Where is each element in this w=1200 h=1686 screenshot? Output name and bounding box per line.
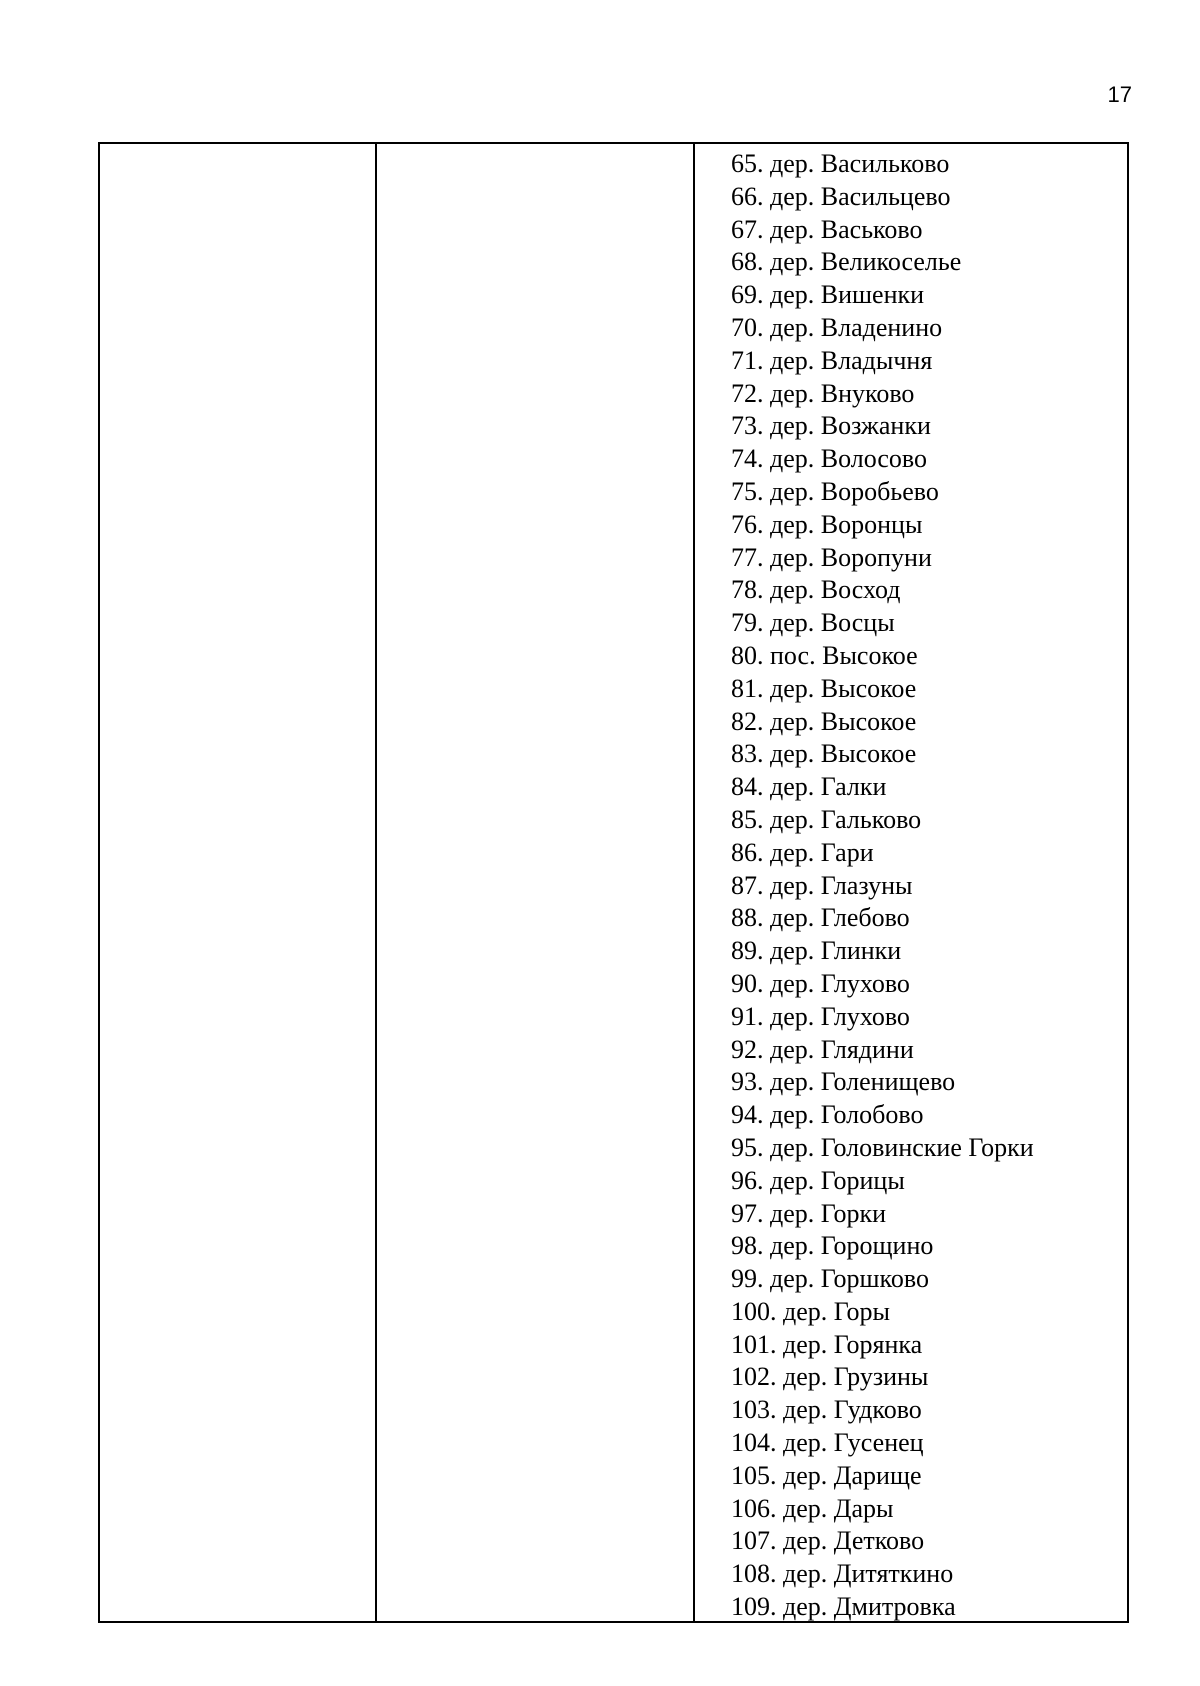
list-item: 103. дер. Гудково (731, 1395, 922, 1425)
list-item: 83. дер. Высокое (731, 739, 917, 769)
list-item: 75. дер. Воробьево (731, 476, 939, 506)
list-item: 100. дер. Горы (731, 1296, 890, 1326)
list-item: 74. дер. Волосово (731, 444, 928, 474)
list-item: 79. дер. Восцы (731, 608, 895, 638)
list-item: 71. дер. Владычня (731, 345, 933, 375)
list-item: 107. дер. Детково (731, 1526, 925, 1556)
table-column-1 (100, 144, 377, 1621)
settlements-table (98, 142, 1129, 1623)
list-item: 70. дер. Владенино (731, 312, 943, 342)
list-item: 82. дер. Высокое (731, 706, 917, 736)
list-item: 92. дер. Глядини (731, 1034, 914, 1064)
table-column-3 (695, 144, 1127, 1621)
list-item: 108. дер. Дитяткино (731, 1559, 954, 1589)
list-item: 73. дер. Возжанки (731, 411, 931, 441)
list-item: 102. дер. Грузины (731, 1362, 929, 1392)
list-item: 109. дер. Дмитровка (731, 1592, 956, 1622)
list-item: 84. дер. Галки (731, 772, 887, 802)
page-number: 17 (1107, 82, 1132, 107)
list-item: 69. дер. Вишенки (731, 280, 925, 310)
list-item: 97. дер. Горки (731, 1198, 887, 1228)
list-item: 105. дер. Дарище (731, 1460, 922, 1490)
list-item: 90. дер. Глухово (731, 968, 910, 998)
list-item: 101. дер. Горянка (731, 1329, 923, 1359)
list-item: 94. дер. Голобово (731, 1100, 924, 1130)
list-item: 86. дер. Гари (731, 837, 874, 867)
list-item: 77. дер. Воропуни (731, 542, 932, 572)
list-item: 99. дер. Горшково (731, 1264, 929, 1294)
list-item: 85. дер. Гальково (731, 804, 922, 834)
list-item: 93. дер. Голенищево (731, 1067, 956, 1097)
list-item: 80. пос. Высокое (731, 640, 918, 670)
list-item: 78. дер. Восход (731, 575, 901, 605)
list-item: 98. дер. Горощино (731, 1231, 934, 1261)
table-column-2 (377, 144, 695, 1621)
list-item: 66. дер. Васильцево (731, 181, 951, 211)
list-item: 68. дер. Великоселье (731, 247, 962, 277)
list-item: 81. дер. Высокое (731, 673, 917, 703)
list-item: 104. дер. Гусенец (731, 1428, 924, 1458)
list-item: 106. дер. Дары (731, 1493, 894, 1523)
list-item: 67. дер. Васьково (731, 214, 923, 244)
list-item: 88. дер. Глебово (731, 903, 910, 933)
list-item: 76. дер. Воронцы (731, 509, 923, 539)
list-item: 96. дер. Горицы (731, 1165, 905, 1195)
list-item: 65. дер. Васильково (731, 149, 950, 178)
list-item: 91. дер. Глухово (731, 1001, 910, 1031)
list-item: 95. дер. Головинские Горки (731, 1132, 1034, 1162)
list-item: 87. дер. Глазуны (731, 870, 913, 900)
list-item: 72. дер. Внуково (731, 378, 915, 408)
settlement-list (731, 148, 1127, 1624)
list-item: 89. дер. Глинки (731, 936, 902, 966)
